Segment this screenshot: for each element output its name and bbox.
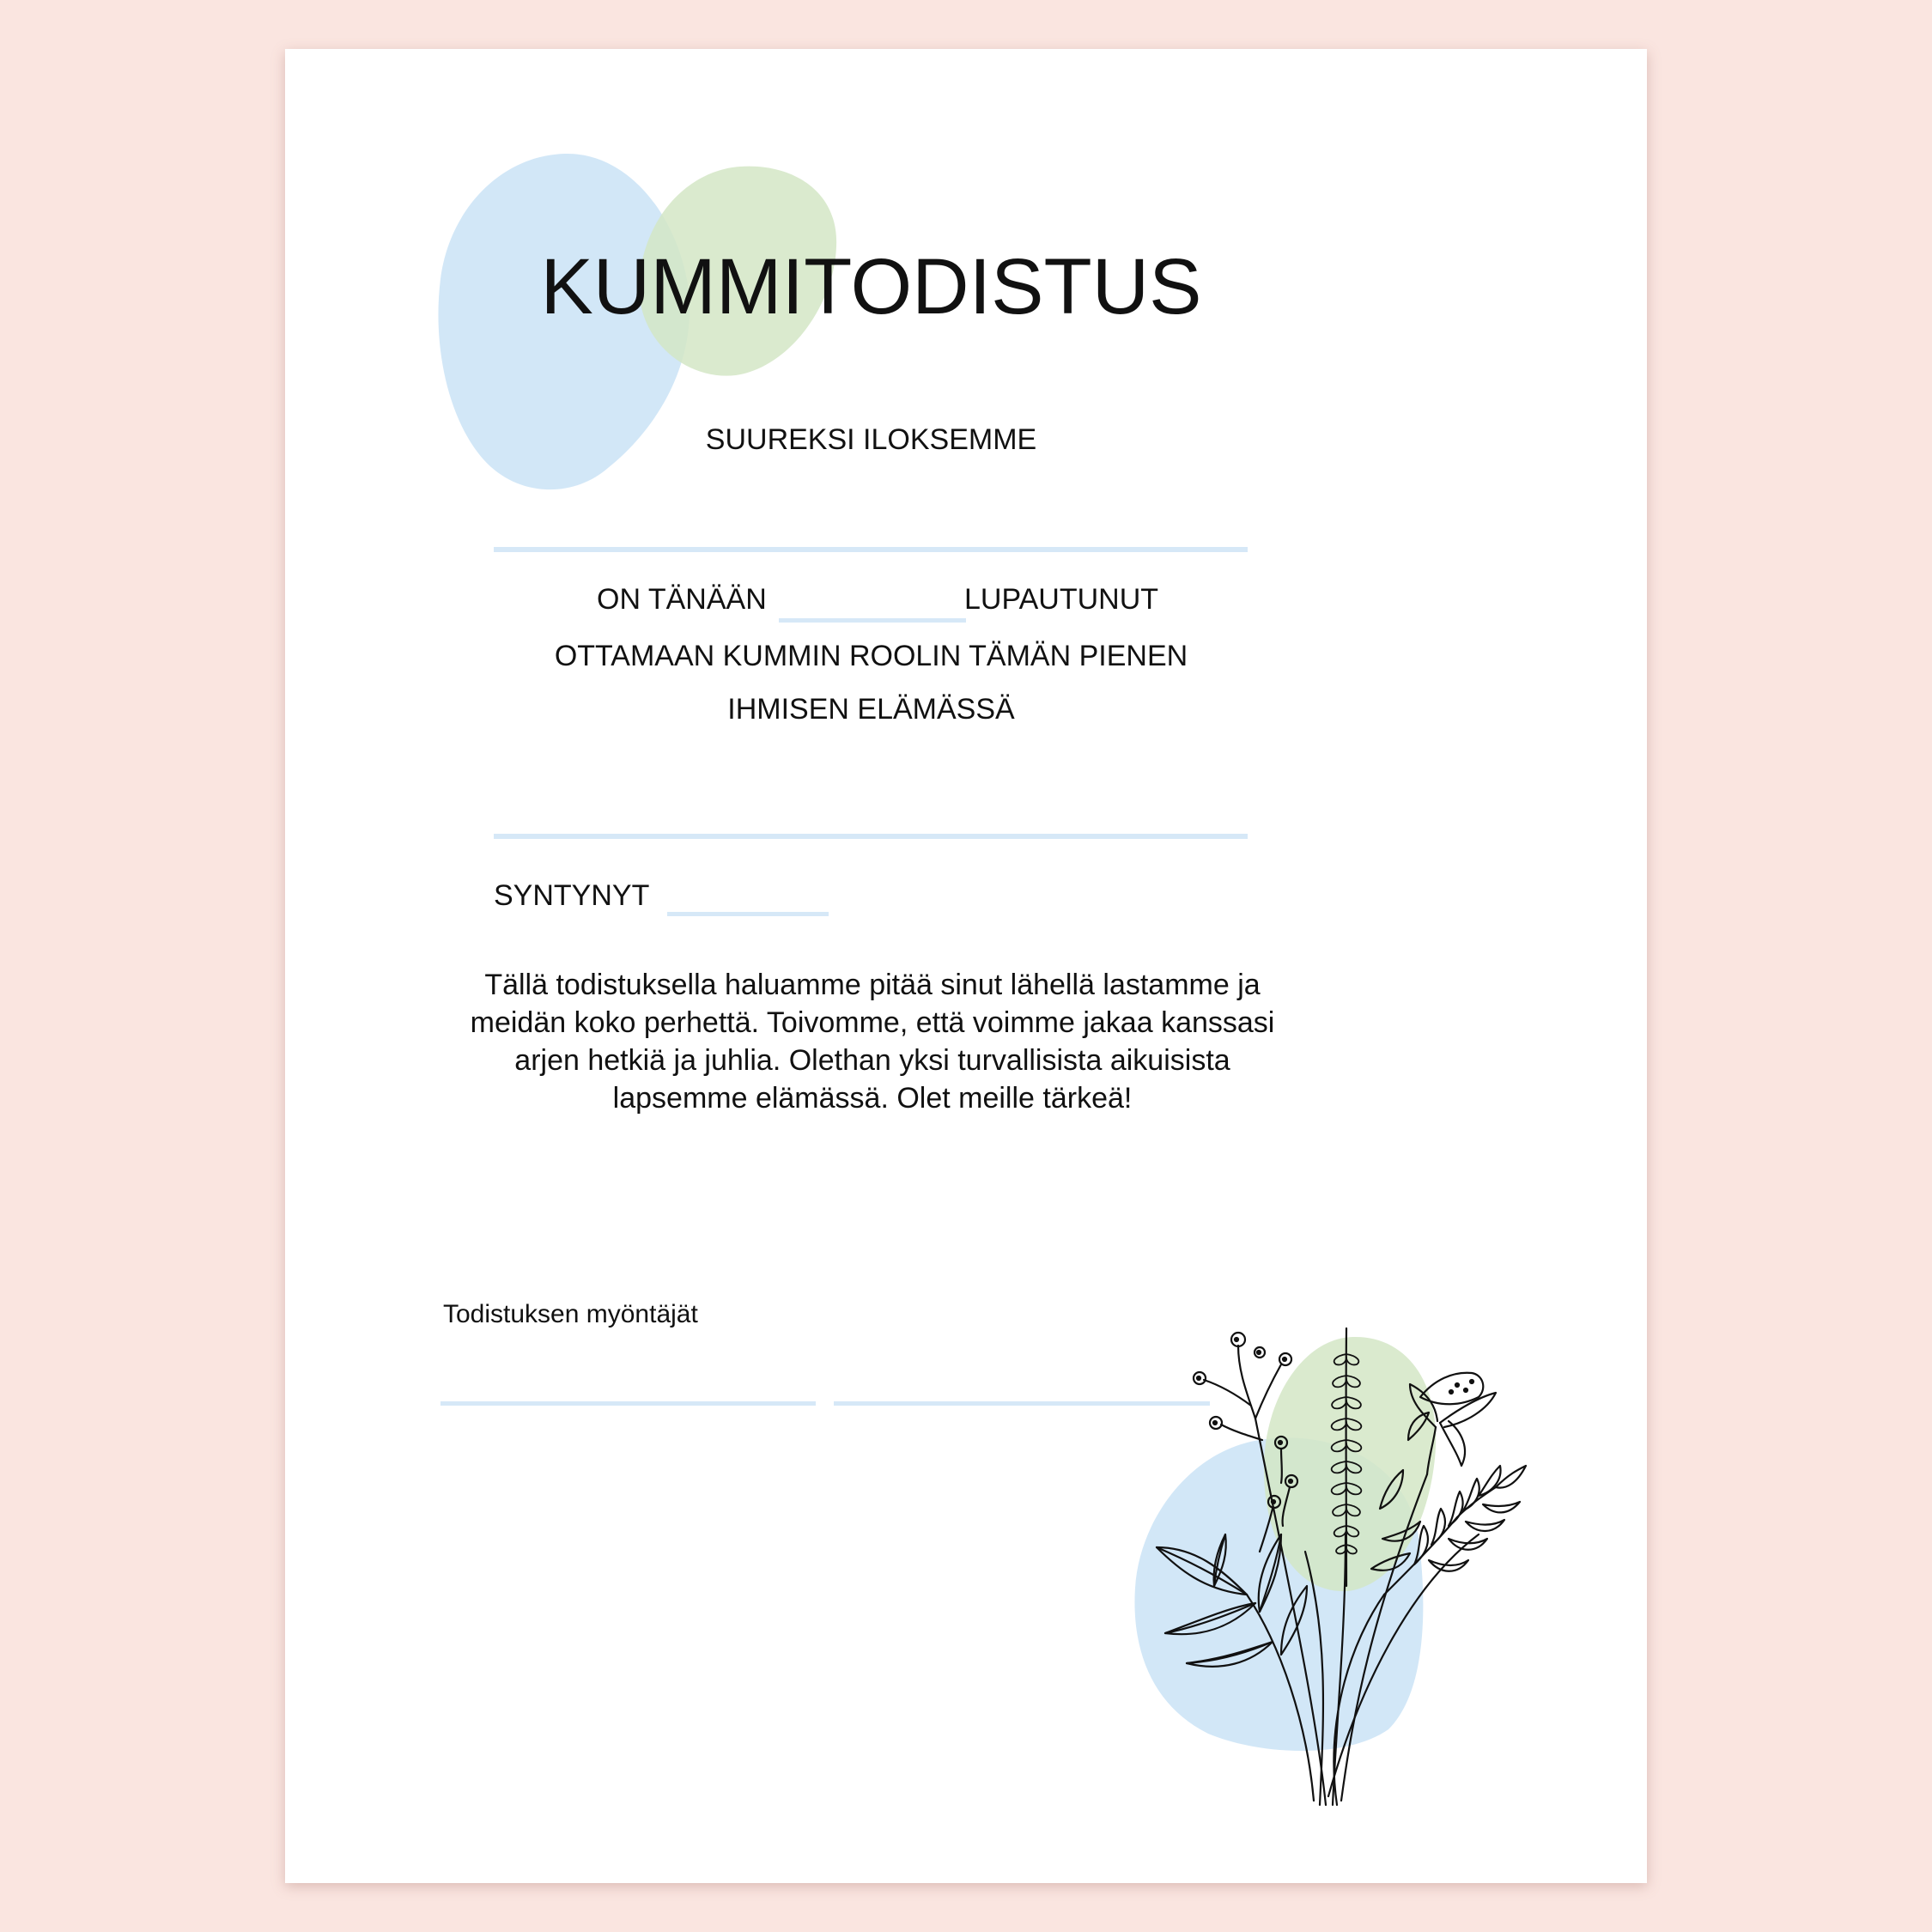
flower-bouquet-icon — [1152, 1311, 1530, 1809]
certificate-title: KUMMITODISTUS — [540, 243, 1202, 331]
born-blank-line[interactable] — [667, 912, 829, 916]
issuer-signature-line-1[interactable] — [440, 1401, 816, 1406]
text-ottamaan: OTTAMAAN KUMMIN ROOLIN TÄMÄN PIENEN — [554, 640, 1188, 672]
certificate-paragraph: Tällä todistuksella haluamme pitää sinut lähellä lastamme ja meidän koko perhettä. Toivomme, että voimme jakaa kanssasi arjen hetkiä ja juhlia. Olethan yksi turvallisista aikuisista lapsemme elämässä. Olet meille tärkeä! — [470, 969, 1275, 1115]
text-ihmisen: IHMISEN ELÄMÄSSÄ — [727, 693, 1015, 726]
date-blank-line[interactable] — [779, 618, 966, 623]
name-rule-top[interactable] — [494, 547, 1248, 552]
issuers-label: Todistuksen myöntäjät — [443, 1300, 698, 1328]
text-lupautunut: LUPAUTUNUT — [964, 583, 1159, 616]
certificate-page — [285, 49, 1647, 1883]
text-on-tanaan: ON TÄNÄÄN — [597, 583, 767, 616]
certificate-subtitle: SUUREKSI ILOKSEMME — [705, 423, 1037, 456]
child-name-rule[interactable] — [494, 834, 1248, 839]
born-label: SYNTYNYT — [494, 879, 650, 912]
